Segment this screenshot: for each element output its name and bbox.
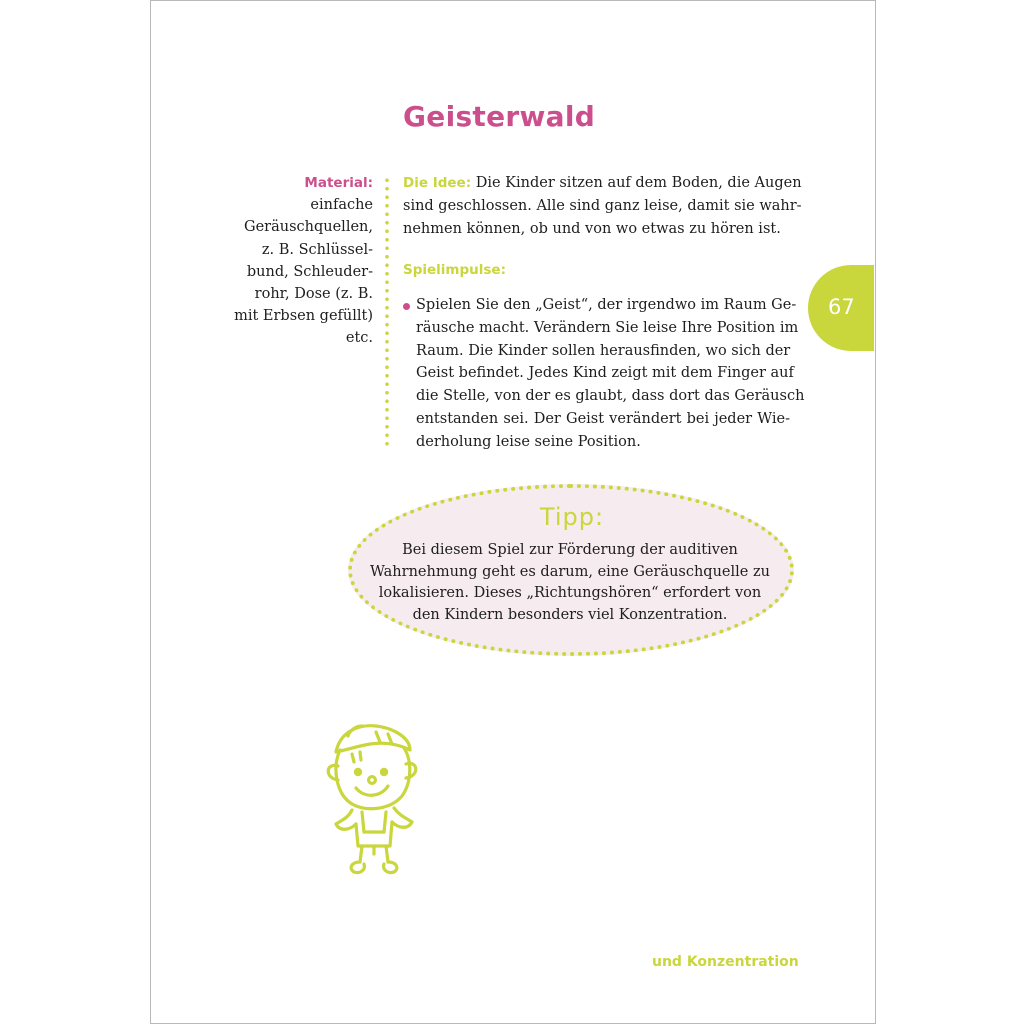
bullet-dot-icon <box>403 303 410 310</box>
tipp-line: Wahrnehmung geht es darum, eine Geräuschquelle zu <box>370 563 770 580</box>
idee-line: nehmen können, ob und von wo etwas zu hören ist. <box>403 220 781 237</box>
idee-paragraph <box>403 172 802 240</box>
material-line: rohr, Dose (z. B. <box>254 286 373 303</box>
spielimpulse-line: entstanden sei. Der Geist verändert bei jeder Wie- <box>416 410 790 427</box>
idee-label: Die Idee: <box>403 175 472 191</box>
material-line: bund, Schleuder- <box>246 263 373 280</box>
spielimpulse-line: derholung leise seine Position. <box>416 433 641 450</box>
tipp-line: Bei diesem Spiel zur Förderung der auditiven <box>402 542 738 558</box>
tipp-text <box>360 540 780 626</box>
dotted-divider <box>385 176 389 448</box>
page-number: 67 <box>828 295 855 319</box>
spielimpulse-line: Raum. Die Kinder sollen herausfinden, wo sich der <box>416 342 791 359</box>
idee-line: sind geschlossen. Alle sind ganz leise, damit sie wahr- <box>403 197 802 214</box>
material-line: einfache <box>310 197 373 214</box>
spielimpulse-line: Spielen Sie den „Geist“, der irgendwo im Raum Ge- <box>416 297 797 313</box>
material-line: z. B. Schlüssel- <box>261 241 373 258</box>
tipp-line: lokalisieren. Dieses „Richtungshören“ erfordert von <box>378 585 762 601</box>
spielimpulse-item <box>416 294 805 454</box>
spielimpulse-line: Geist befindet. Jedes Kind zeigt mit dem Finger auf <box>416 365 794 382</box>
page-title: Geisterwald <box>403 100 596 133</box>
material-line: etc. <box>345 330 373 347</box>
tipp-line: den Kindern besonders viel Konzentration. <box>412 606 728 623</box>
cartoon-child-icon <box>318 720 428 880</box>
material-line: Geräuschquellen, <box>244 219 373 236</box>
material-label: Material: <box>304 175 373 191</box>
tipp-title: Tipp: <box>539 503 605 531</box>
material-line: mit Erbsen gefüllt) <box>234 308 373 325</box>
footer-section-title: und Konzentration <box>652 954 799 970</box>
spielimpulse-line: räusche macht. Verändern Sie leise Ihre Position im <box>416 319 799 336</box>
material-sidebar <box>220 172 373 350</box>
spielimpulse-heading: Spielimpulse: <box>403 262 506 278</box>
spielimpulse-line: die Stelle, von der es glaubt, dass dort das Geräusch <box>416 388 805 405</box>
idee-first-line: Die Kinder sitzen auf dem Boden, die Augen <box>471 175 802 191</box>
